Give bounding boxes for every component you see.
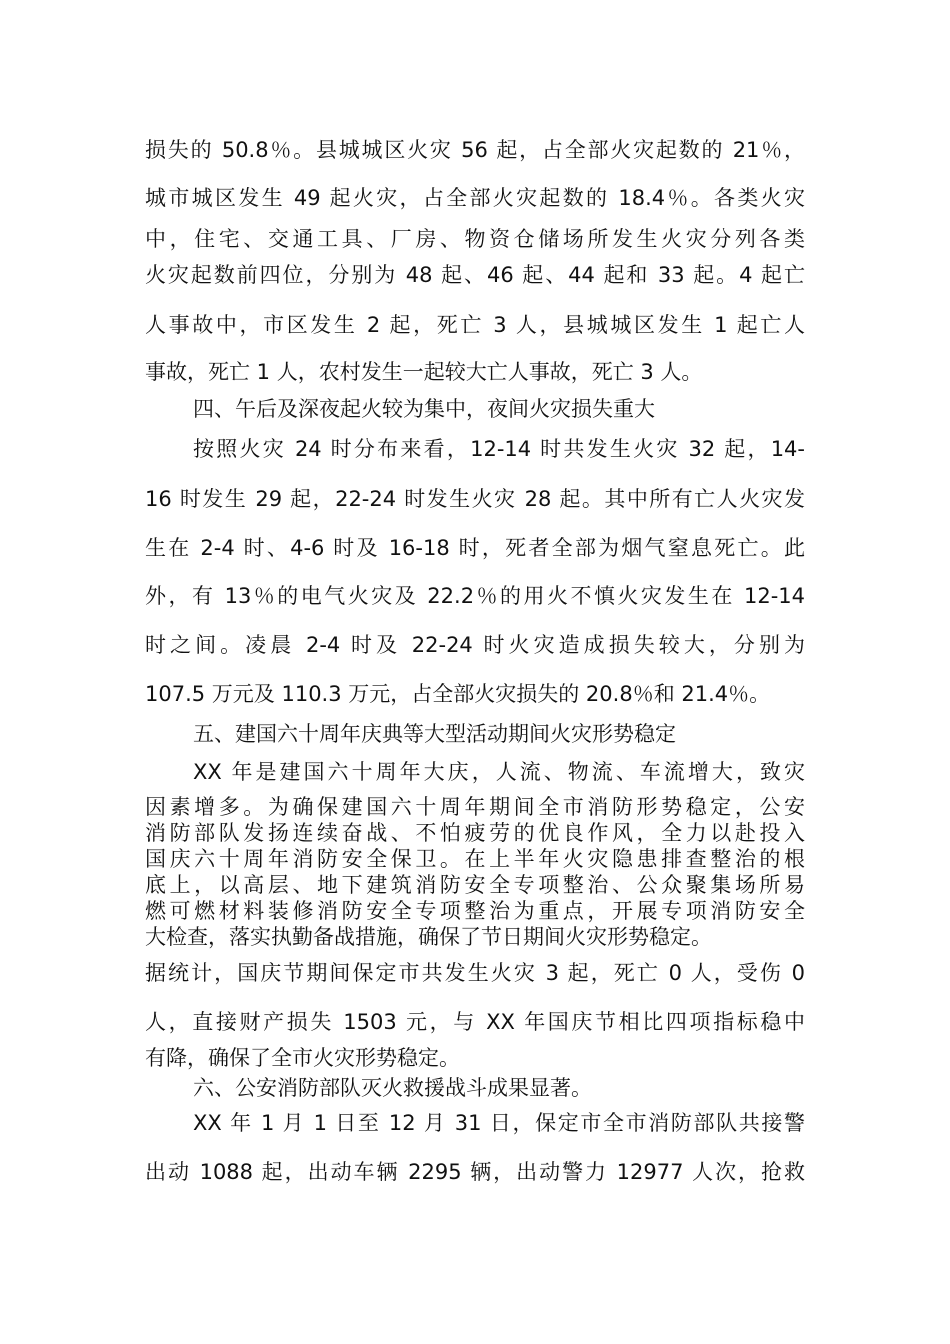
- text-line: 按照火灾 24 时分布来看，12-14 时共发生火灾 32 起，14-: [193, 437, 805, 461]
- text-line: 损失的 50.8％。县城城区火灾 56 起，占全部火灾起数的 21％，: [145, 138, 805, 162]
- text-line: 燃可燃材料装修消防安全专项整治为重点，开展专项消防安全: [145, 899, 805, 923]
- text-line: 火灾起数前四位，分别为 48 起、46 起、44 起和 33 起。4 起亡: [145, 263, 805, 287]
- section-heading: 六、公安消防部队灭火救援战斗成果显著。: [193, 1076, 592, 1100]
- text-line: 外，有 13％的电气火灾及 22.2％的用火不慎火灾发生在 12-14: [145, 584, 805, 608]
- text-line: 中，住宅、交通工具、厂房、物资仓储场所发生火灾分列各类: [145, 227, 805, 251]
- text-line: 人事故中，市区发生 2 起，死亡 3 人，县城城区发生 1 起亡人: [145, 313, 805, 337]
- text-line: 底上，以高层、地下建筑消防安全专项整治、公众聚集场所易: [145, 873, 805, 897]
- text-line: 国庆六十周年消防安全保卫。在上半年火灾隐患排查整治的根: [145, 847, 805, 871]
- text-line: 16 时发生 29 起，22-24 时发生火灾 28 起。其中所有亡人火灾发: [145, 487, 805, 511]
- text-line: 有降，确保了全市火灾形势稳定。: [145, 1046, 460, 1070]
- text-line: 107.5 万元及 110.3 万元，占全部火灾损失的 20.8％和 21.4％。: [145, 682, 771, 706]
- text-line: 事故，死亡 1 人，农村发生一起较大亡人事故，死亡 3 人。: [145, 360, 703, 384]
- text-line: XX 年是建国六十周年大庆，人流、物流、车流增大，致灾: [193, 760, 805, 784]
- text-line: 出动 1088 起，出动车辆 2295 辆，出动警力 12977 人次，抢救: [145, 1160, 805, 1184]
- text-line: 因素增多。为确保建国六十周年期间全市消防形势稳定，公安: [145, 795, 805, 819]
- text-line: 消防部队发扬连续奋战、不怕疲劳的优良作风，全力以赴投入: [145, 821, 805, 845]
- section-heading: 四、午后及深夜起火较为集中，夜间火灾损失重大: [193, 397, 655, 421]
- section-heading: 五、建国六十周年庆典等大型活动期间火灾形势稳定: [193, 722, 676, 746]
- text-line: 据统计，国庆节期间保定市共发生火灾 3 起，死亡 0 人，受伤 0: [145, 961, 805, 985]
- text-line: 生在 2-4 时、4-6 时及 16-18 时，死者全部为烟气窒息死亡。此: [145, 536, 805, 560]
- text-line: 大检查，落实执勤备战措施，确保了节日期间火灾形势稳定。: [145, 925, 712, 949]
- text-line: XX 年 1 月 1 日至 12 月 31 日，保定市全市消防部队共接警: [193, 1111, 805, 1135]
- text-line: 人，直接财产损失 1503 元，与 XX 年国庆节相比四项指标稳中: [145, 1010, 805, 1034]
- text-line: 时之间。凌晨 2-4 时及 22-24 时火灾造成损失较大，分别为: [145, 633, 805, 657]
- text-line: 城市城区发生 49 起火灾，占全部火灾起数的 18.4％。各类火灾: [145, 186, 805, 210]
